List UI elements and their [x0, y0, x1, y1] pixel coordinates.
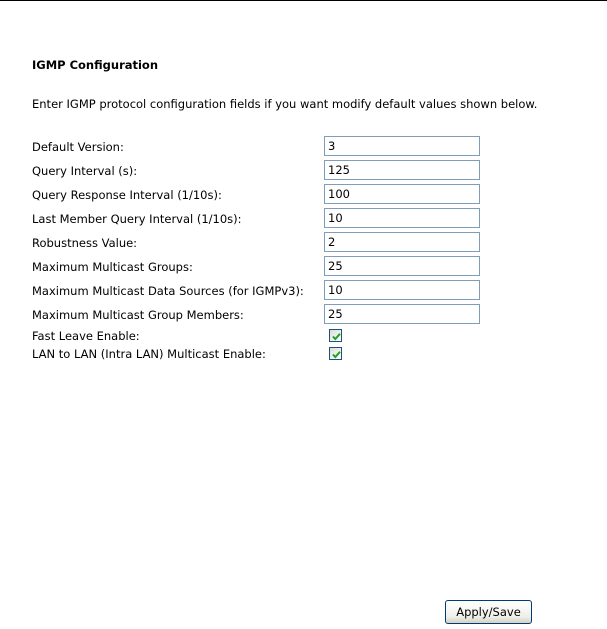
- fast-leave-checkbox[interactable]: [329, 329, 342, 342]
- lan-to-lan-multicast-checkbox[interactable]: [329, 347, 342, 360]
- lan-to-lan-multicast-label: LAN to LAN (Intra LAN) Multicast Enable:: [32, 347, 266, 361]
- default-version-input[interactable]: [324, 136, 480, 156]
- robustness-value-label: Robustness Value:: [32, 236, 138, 250]
- max-multicast-groups-label: Maximum Multicast Groups:: [32, 260, 193, 274]
- default-version-row: [32, 135, 492, 159]
- max-multicast-group-members-input[interactable]: [324, 304, 480, 324]
- last-member-query-interval-row: [32, 207, 492, 231]
- query-response-interval-row: [32, 183, 492, 207]
- last-member-query-interval-input[interactable]: [324, 208, 480, 228]
- query-interval-label: Query Interval (s):: [32, 164, 138, 178]
- max-multicast-data-sources-input[interactable]: [324, 280, 480, 300]
- query-response-interval-input[interactable]: [324, 184, 480, 204]
- max-multicast-group-members-row: [32, 303, 492, 327]
- lan-to-lan-multicast-row: [32, 345, 492, 363]
- max-multicast-group-members-label: Maximum Multicast Group Members:: [32, 308, 244, 322]
- page-description: Enter IGMP protocol configuration fields if you want modify default values shown below.: [32, 97, 538, 111]
- query-interval-input[interactable]: [324, 160, 480, 180]
- last-member-query-interval-label: Last Member Query Interval (1/10s):: [32, 212, 242, 226]
- fast-leave-label: Fast Leave Enable:: [32, 329, 140, 343]
- max-multicast-data-sources-label: Maximum Multicast Data Sources (for IGMPv3):: [32, 284, 304, 298]
- query-response-interval-label: Query Response Interval (1/10s):: [32, 188, 222, 202]
- robustness-value-input[interactable]: [324, 232, 480, 252]
- query-interval-row: [32, 159, 492, 183]
- fast-leave-row: [32, 327, 492, 345]
- max-multicast-groups-row: [32, 255, 492, 279]
- checkmark-icon: [331, 349, 342, 360]
- igmp-form: [32, 135, 492, 363]
- robustness-value-row: [32, 231, 492, 255]
- apply-save-button[interactable]: Apply/Save: [445, 600, 532, 624]
- max-multicast-data-sources-row: [32, 279, 492, 303]
- page-title: IGMP Configuration: [32, 58, 159, 72]
- max-multicast-groups-input[interactable]: [324, 256, 480, 276]
- default-version-label: Default Version:: [32, 140, 124, 154]
- checkmark-icon: [331, 331, 342, 342]
